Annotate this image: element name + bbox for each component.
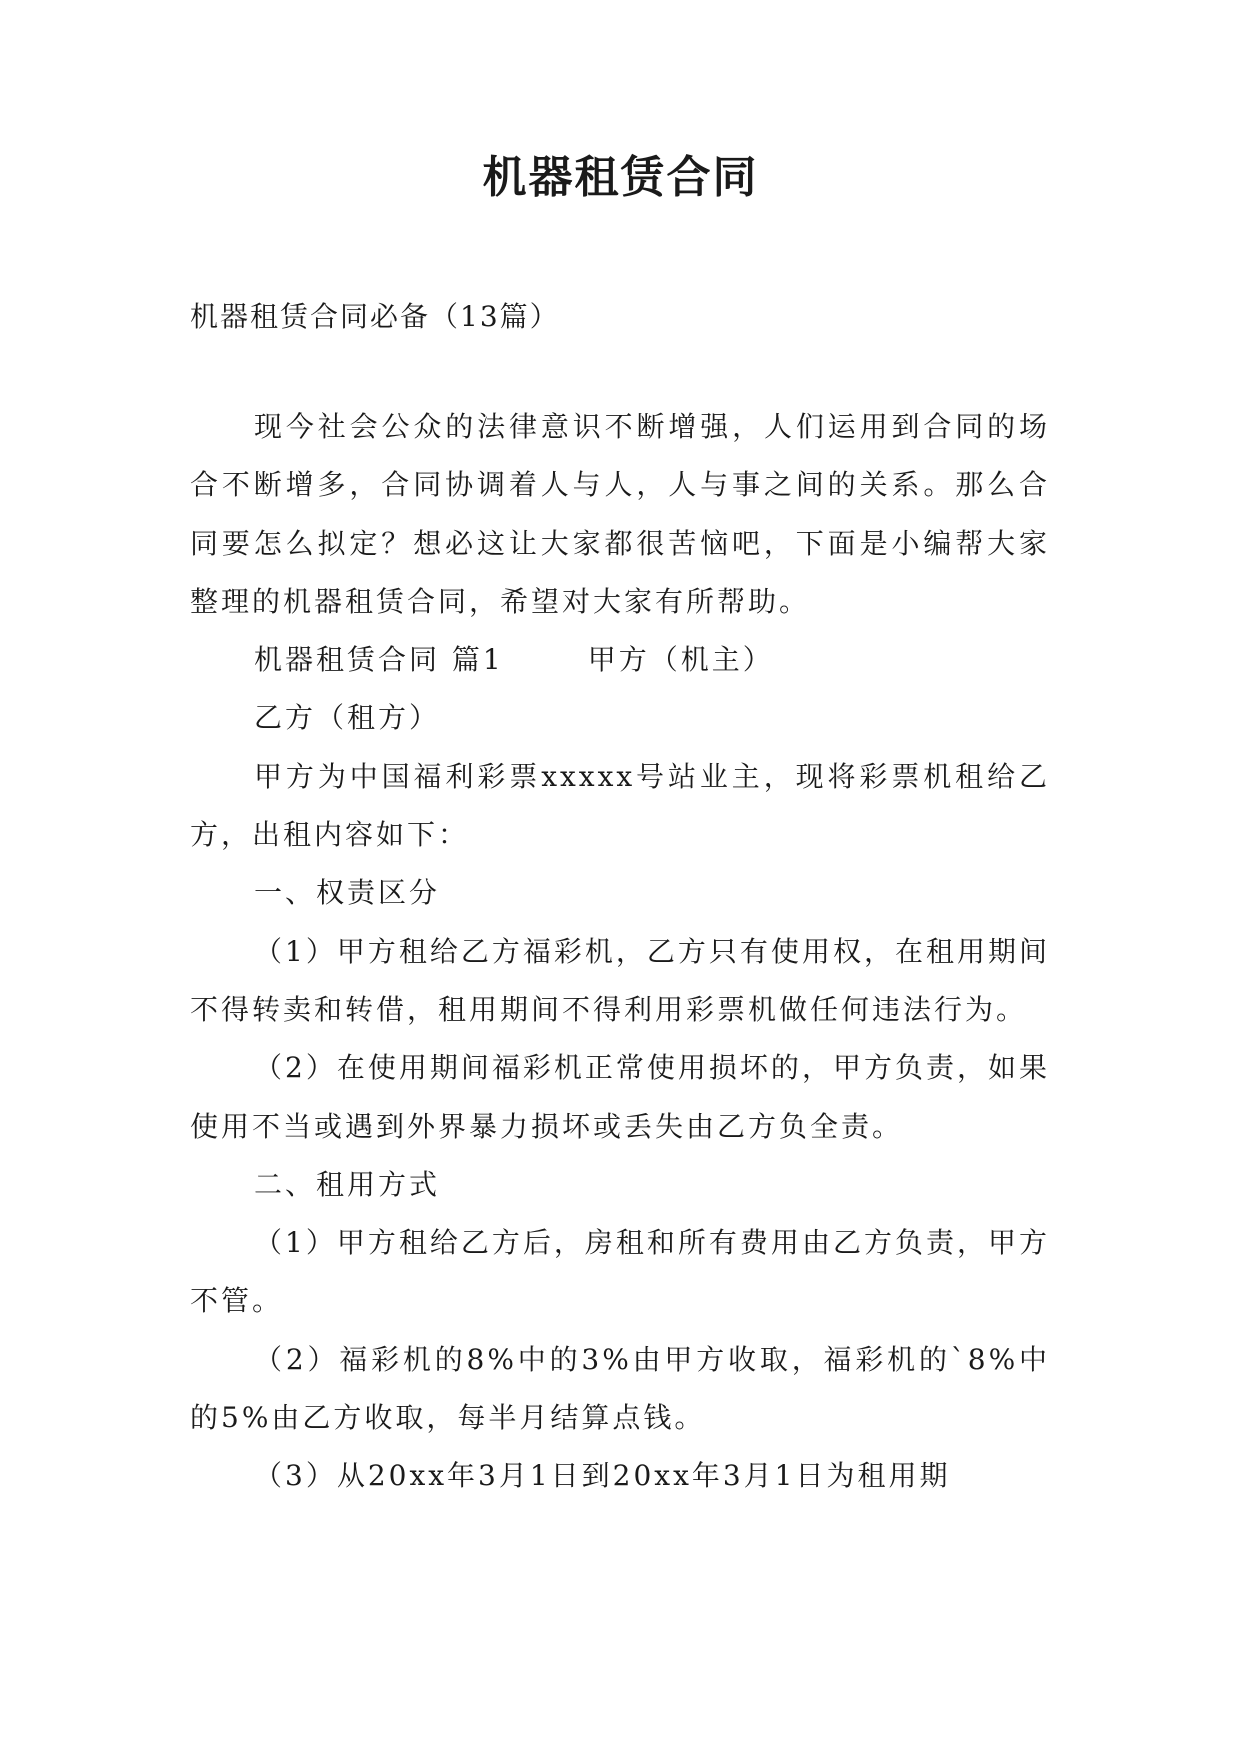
intro-paragraph: 现今社会公众的法律意识不断增强，人们运用到合同的场合不断增多，合同协调着人与人，人与事之间的关系。那么合同要怎么拟定？想必这让大家都很苦恼吧，下面是小编帮大家整理的机器租赁合同，希望对大家有所帮助。 bbox=[190, 410, 1050, 618]
lease-statement: 甲方为中国福利彩票xxxxx号站业主，现将彩票机租给乙方，出租内容如下： bbox=[190, 759, 1050, 852]
document-body bbox=[190, 288, 1050, 1506]
section-2-item-1: （1）甲方租给乙方后，房租和所有费用由乙方负责，甲方不管。 bbox=[190, 1226, 1050, 1318]
chapter-heading-line bbox=[190, 631, 1050, 689]
document-title: 机器租赁合同 bbox=[482, 152, 759, 203]
document-subtitle: 机器租赁合同必备（13篇） bbox=[190, 300, 560, 333]
party-b-label: 乙方（租方） bbox=[254, 701, 441, 735]
section-1-item-2: （2）在使用期间福彩机正常使用损坏的，甲方负责，如果使用不当或遇到外界暴力损坏或丢失由乙方负全责。 bbox=[190, 1051, 1050, 1143]
party-a-label: 甲方（机主） bbox=[587, 643, 774, 677]
section-2-item-2: （2）福彩机的8%中的3%由甲方收取，福彩机的`8%中的5%由乙方收取，每半月结算点钱。 bbox=[190, 1342, 1050, 1435]
section-2-item-3: （3）从20xx年3月1日到20xx年3月1日为租用期 bbox=[254, 1459, 951, 1493]
chapter-heading: 机器租赁合同 篇1 bbox=[254, 643, 504, 677]
section-1-item-1: （1）甲方租给乙方福彩机，乙方只有使用权，在租用期间不得转卖和转借，租用期间不得利用彩票机做任何违法行为。 bbox=[190, 934, 1050, 1026]
section-1-heading: 一、权责区分 bbox=[254, 876, 441, 910]
section-2-heading: 二、租用方式 bbox=[254, 1167, 441, 1201]
